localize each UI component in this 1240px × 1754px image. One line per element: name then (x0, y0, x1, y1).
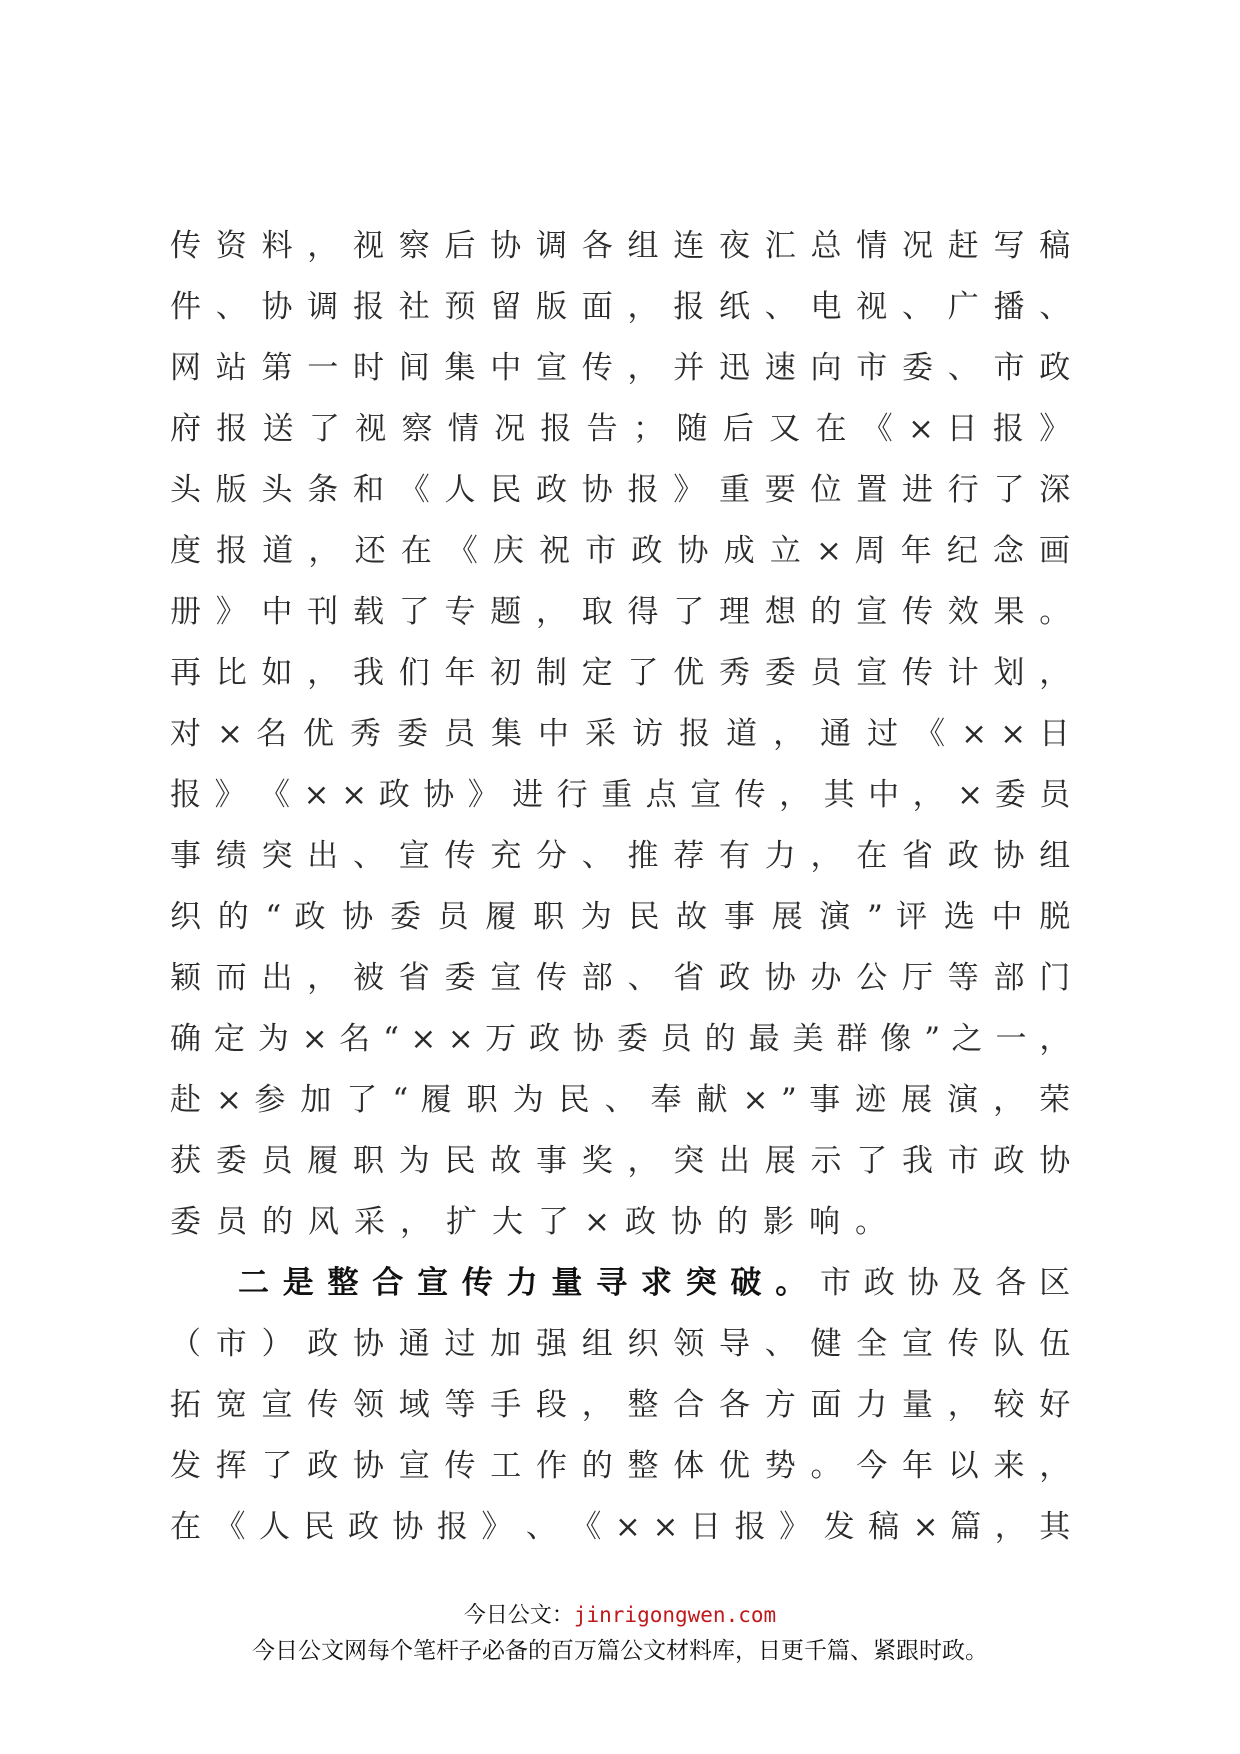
section-heading: 二 是 整 合 宣 传 力 量 寻 求 突 破 。 (238, 1265, 808, 1301)
text-line: 头 版 头 条 和 《 人 民 政 协 报 》 重 要 位 置 进 行 了 深 (170, 472, 1071, 508)
footer-tagline: 今日公文网每个笔杆子必备的百万篇公文材料库，日更千篇、紧跟时政。 (252, 1638, 988, 1664)
document-body (170, 216, 1070, 1558)
text-line: 确 定 为 × 名 “ × × 万 政 协 委 员 的 最 美 群 像 ” 之 一 ， (170, 1021, 1071, 1057)
text-line: （ 市 ） 政 协 通 过 加 强 组 织 领 导 、 健 全 宣 传 队 伍 (170, 1326, 1071, 1362)
section-heading-continuation: 市 政 协 及 各 区 (819, 1265, 1071, 1301)
text-line: 事 绩 突 出 、 宣 传 充 分 、 推 荐 有 力 ， 在 省 政 协 组 (170, 838, 1071, 874)
footer-site-line (0, 1598, 1240, 1629)
text-line: 对 × 名 优 秀 委 员 集 中 采 访 报 道 ， 通 过 《 × × 日 (170, 716, 1071, 752)
text-line: 报 》 《 × × 政 协 》 进 行 重 点 宣 传 ， 其 中 ， × 委 员 (170, 777, 1071, 813)
text-line: 度 报 道 ， 还 在 《 庆 祝 市 政 协 成 立 × 周 年 纪 念 画 (170, 533, 1071, 569)
text-line: 获 委 员 履 职 为 民 故 事 奖 ， 突 出 展 示 了 我 市 政 协 (170, 1143, 1071, 1179)
text-line: 传 资 料 ， 视 察 后 协 调 各 组 连 夜 汇 总 情 况 赶 写 稿 (170, 228, 1071, 264)
text-line: 赴 × 参 加 了 “ 履 职 为 民 、 奉 献 × ” 事 迹 展 演 ， 荣 (170, 1082, 1071, 1118)
text-line: 府 报 送 了 视 察 情 况 报 告 ； 随 后 又 在 《 × 日 报 》 (170, 411, 1071, 447)
text-line: 委员的风采，扩大了×政协的影响。 (170, 1204, 901, 1240)
text-line: 织 的 “ 政 协 委 员 履 职 为 民 故 事 展 演 ” 评 选 中 脱 (170, 899, 1071, 935)
text-line: 网 站 第 一 时 间 集 中 宣 传 ， 并 迅 速 向 市 委 、 市 政 (170, 350, 1071, 386)
text-line: 发 挥 了 政 协 宣 传 工 作 的 整 体 优 势 。 今 年 以 来 ， (170, 1448, 1071, 1484)
section-heading-line (170, 1253, 1070, 1314)
text-line: 拓 宽 宣 传 领 域 等 手 段 ， 整 合 各 方 面 力 量 ， 较 好 (170, 1387, 1071, 1423)
text-line: 在 《 人 民 政 协 报 》 、 《 × × 日 报 》 发 稿 × 篇 ， 其 (170, 1509, 1071, 1545)
text-line: 件 、 协 调 报 社 预 留 版 面 ， 报 纸 、 电 视 、 广 播 、 (170, 289, 1071, 325)
text-line: 册 》 中 刊 载 了 专 题 ， 取 得 了 理 想 的 宣 传 效 果 。 (170, 594, 1071, 630)
footer-site-link[interactable]: jinrigongwen.com (573, 1603, 777, 1627)
text-line: 再 比 如 ， 我 们 年 初 制 定 了 优 秀 委 员 宣 传 计 划 ， (170, 655, 1071, 691)
text-line: 颖 而 出 ， 被 省 委 宣 传 部 、 省 政 协 办 公 厅 等 部 门 (170, 960, 1071, 996)
footer-label: 今日公文： (463, 1603, 574, 1628)
